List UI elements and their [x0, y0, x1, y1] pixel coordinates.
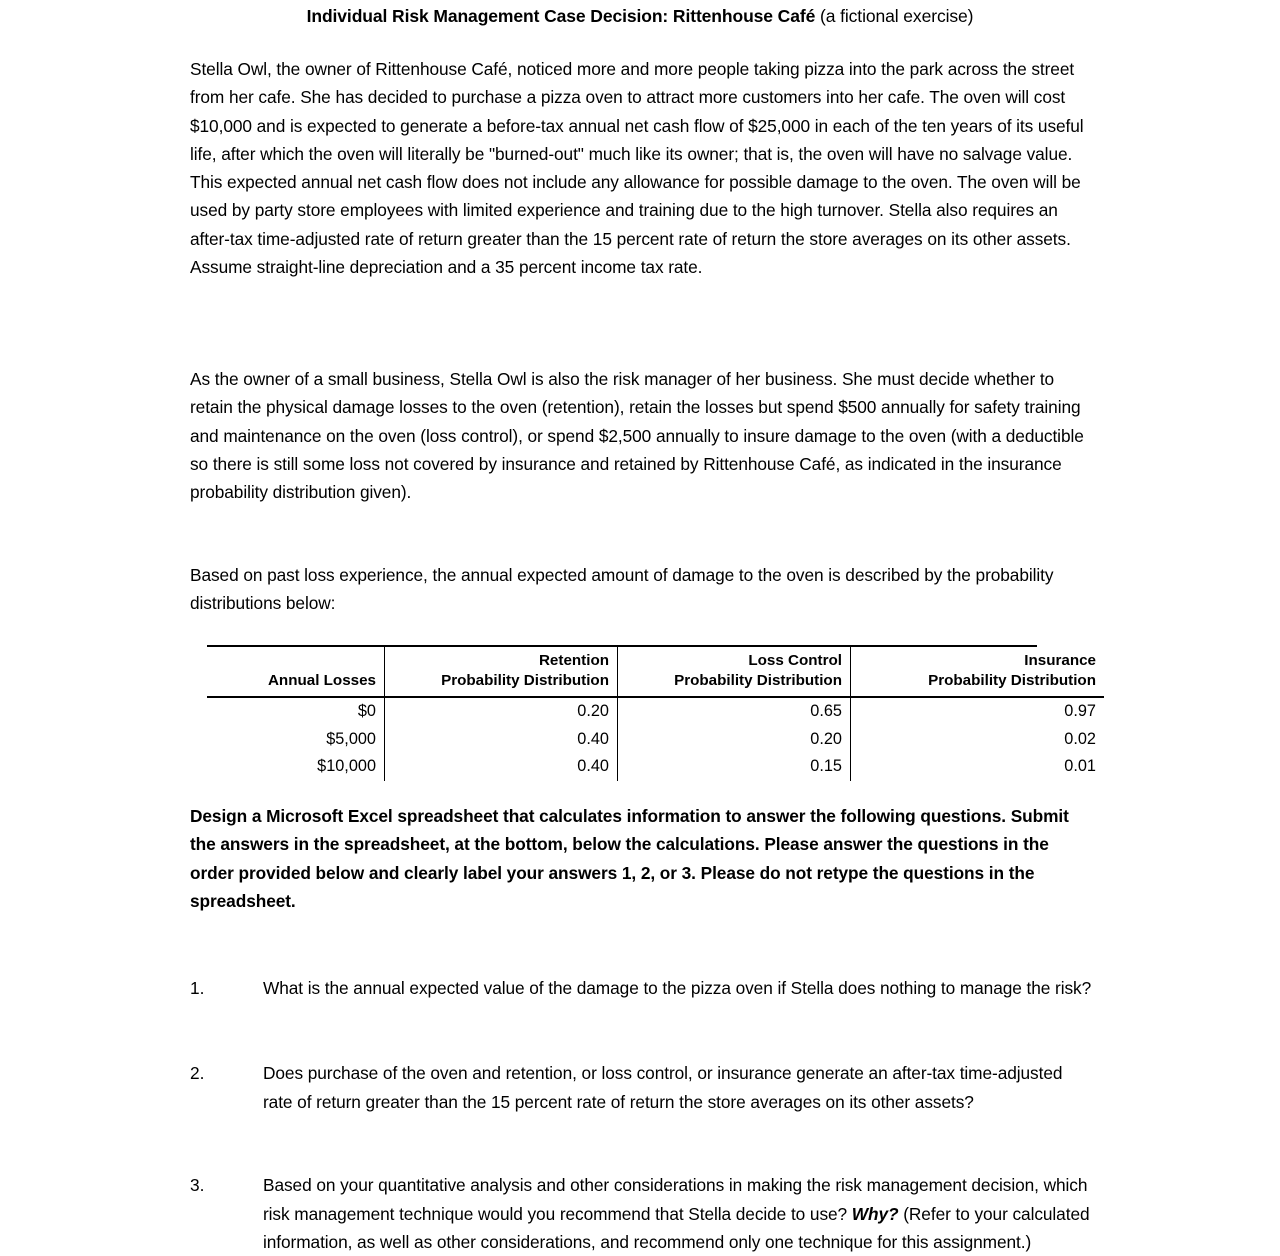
column-header-loss-control [618, 646, 851, 697]
cell-annual-loss: $5,000 [207, 726, 385, 754]
table-body [207, 697, 1104, 781]
table-row [207, 753, 1104, 781]
column-header-annual-losses [207, 646, 385, 697]
question-text-3-after: (Refer to your calculated information, as well as other considerations, and recommend only one technique for this assignment.) [263, 1203, 1090, 1252]
question-number-1: 1. [190, 978, 205, 999]
question-item-2 [190, 1059, 1100, 1116]
column-header-retention-line1: Retention [538, 652, 609, 669]
question-number-3: 3. [190, 1175, 205, 1196]
column-header-insurance-line2: Probability Distribution [928, 672, 1096, 689]
paragraph-scenario: Stella Owl, the owner of Rittenhouse Café, noticed more and more people taking pizza into the park across the street from her cafe. She has decided to purchase a pizza oven to attract more customers into her cafe. The oven will cost $10,000 and is expected to generate a before-tax annual net cash flow of $25,000 in each of the ten years of its useful life, after which the oven will literally be "burned-out" much like its owner; that is, the oven will have no salvage value. This expected annual net cash flow does not include any allowance for possible damage to the oven. The oven will be used by party store employees with limited experience and training due to the high turnover. Stella also requires an after-tax time-adjusted rate of return greater than the 15 percent rate of return the store averages on its other assets. Assume straight-line depreciation and a 35 percent income tax rate. [190, 59, 1084, 278]
cell-retention-probability: 0.20 [385, 697, 618, 726]
column-header-loss-control-line1: Loss Control [748, 652, 842, 669]
table-head [207, 646, 1104, 697]
cell-insurance-probability: 0.01 [1064, 757, 1096, 775]
cell-annual-loss: $10,000 [207, 753, 385, 781]
question-number-2: 2. [190, 1063, 205, 1084]
question-item-1 [190, 974, 1100, 1002]
question-item-3 [190, 1171, 1100, 1256]
question-text-2: Does purchase of the oven and retention, or loss control, or insurance generate an after-tax time-adjusted rate of return greater than the 15 percent rate of return the store averages on its other assets? [263, 1063, 1063, 1112]
cell-loss-control-probability: 0.65 [618, 697, 851, 726]
column-header-retention [385, 646, 618, 697]
table-row [207, 697, 1104, 726]
question-text-1: What is the annual expected value of the damage to the pizza oven if Stella does nothing to manage the risk? [263, 978, 1092, 999]
table-row [207, 726, 1104, 754]
page-title-regular: (a fictional exercise) [815, 6, 974, 26]
page-title [0, 0, 1280, 29]
column-header-loss-control-line2: Probability Distribution [674, 672, 842, 689]
cell-loss-control-probability: 0.20 [618, 726, 851, 754]
probability-distribution-table [207, 646, 1104, 781]
cell-insurance-probability: 0.97 [1064, 702, 1096, 720]
cell-annual-loss: $0 [207, 697, 385, 726]
cell-retention-probability: 0.40 [385, 726, 618, 754]
table-header-row [207, 646, 1104, 697]
cell-loss-control-probability: 0.15 [618, 753, 851, 781]
question-text-3-before: Based on your quantitative analysis and other considerations in making the risk management decision, which risk management technique would you recommend that Stella decide to use? [263, 1175, 1088, 1224]
column-header-retention-line2: Probability Distribution [441, 672, 609, 689]
page-title-bold: Individual Risk Management Case Decision: Rittenhouse Café [306, 6, 816, 26]
probability-distribution-table-wrapper [207, 646, 1096, 781]
column-header-insurance [851, 646, 1105, 697]
column-header-annual-losses-line2: Annual Losses [267, 672, 376, 689]
question-text-3 [263, 1171, 1093, 1256]
question-text-3-emphasis: Why? [851, 1203, 899, 1224]
cell-retention-probability: 0.40 [385, 753, 618, 781]
paragraph-distribution-intro: Based on past loss experience, the annual expected amount of damage to the oven is described by the probability distributions below: [190, 565, 1054, 614]
column-header-insurance-line1: Insurance [1024, 652, 1096, 669]
paragraph-instructions: Design a Microsoft Excel spreadsheet that calculates information to answer the following questions. Submit the answers in the spreadsheet, at the bottom, below the calculations. Please answer the questions in the order provided below and clearly label your answers 1, 2, or 3. Please do not retype the questions in the spreadsheet. [190, 806, 1069, 911]
cell-insurance-probability: 0.02 [1064, 729, 1096, 748]
paragraph-risk-options: As the owner of a small business, Stella Owl is also the risk manager of her business. She must decide whether to retain the physical damage losses to the oven (retention), retain the losses but spend $500 annually for safety training and maintenance on the oven (loss control), or spend $2,500 annually to insure damage to the oven (with a deductible so there is still some loss not covered by insurance and retained by Rittenhouse Café, as indicated in the insurance probability distribution given). [190, 369, 1084, 503]
